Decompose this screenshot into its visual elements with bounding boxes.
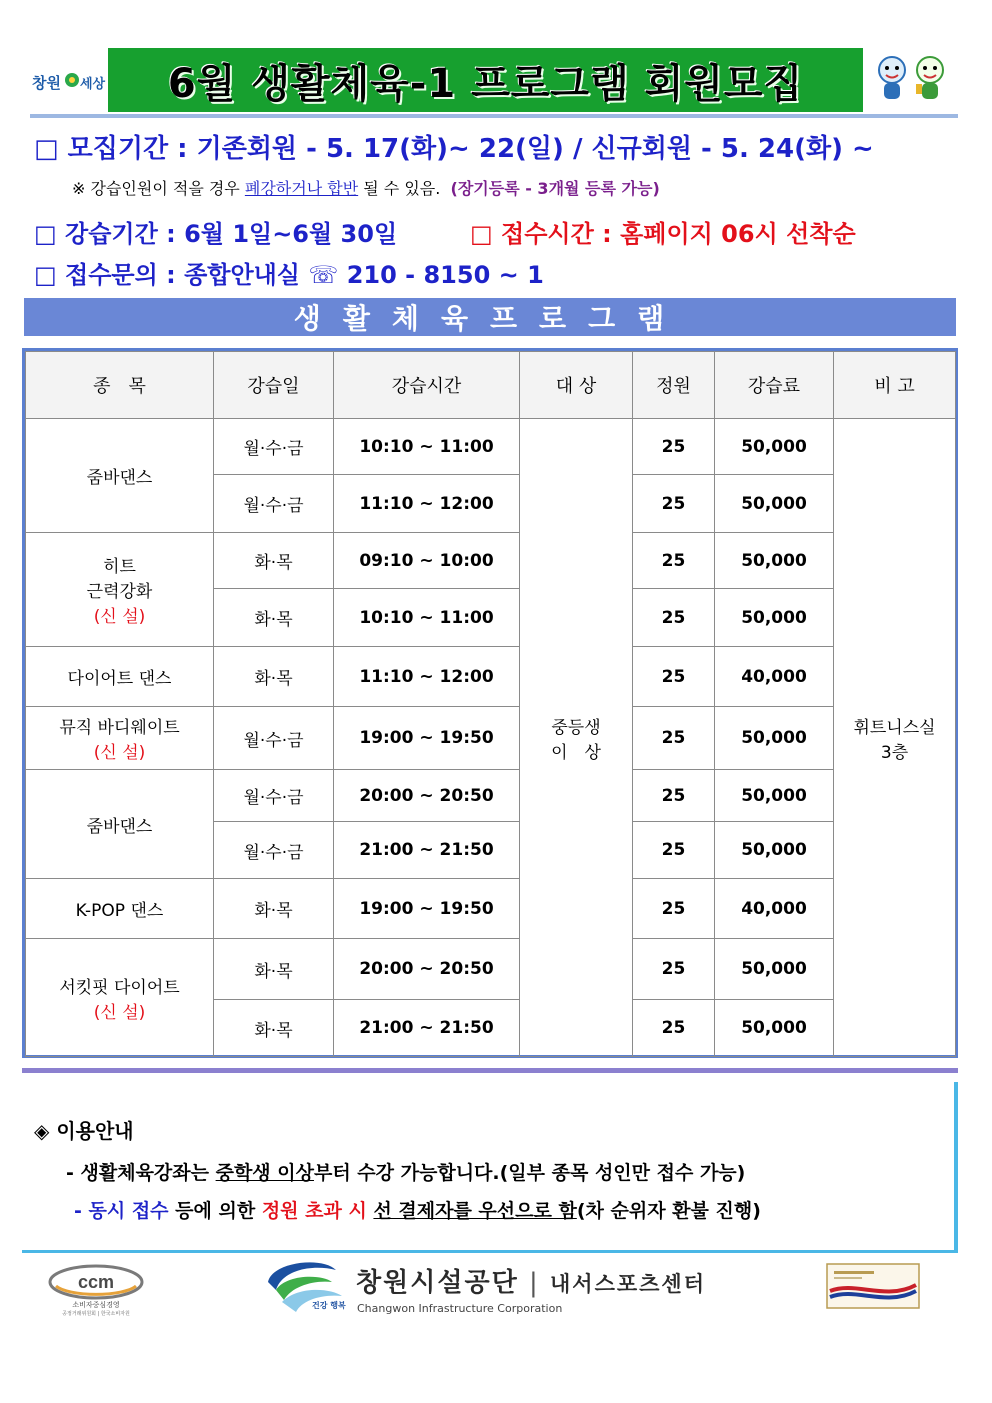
note-cell: 휘트니스실 3층	[834, 419, 956, 1057]
lesson-days-cell: 월·수·금	[214, 475, 334, 533]
lesson-time-cell: 11:10 ~ 12:00	[334, 647, 520, 707]
lesson-time-cell: 21:00 ~ 21:50	[334, 822, 520, 879]
table-row	[26, 939, 956, 1000]
capacity-cell: 25	[633, 647, 715, 707]
fee-cell: 50,000	[715, 533, 834, 589]
capacity-cell: 25	[633, 1000, 715, 1057]
ccm-sub2: 공정거래위원회 | 한국소비자원	[62, 1311, 130, 1317]
lesson-time-cell: 20:00 ~ 20:50	[334, 770, 520, 822]
logo-text-a: 창원	[32, 74, 61, 92]
lesson-days-cell: 화·목	[214, 647, 334, 707]
capacity-cell: 25	[633, 475, 715, 533]
col-header-fee: 강습료	[715, 352, 834, 419]
changwon-corp-logo-icon	[262, 1256, 350, 1318]
col-header-time: 강습시간	[334, 352, 520, 419]
program-table	[22, 348, 958, 1058]
ccm-logo-text: ccm	[77, 1272, 115, 1292]
col-header-note: 비 고	[834, 352, 956, 419]
lesson-time-cell: 11:10 ~ 12:00	[334, 475, 520, 533]
lesson-days-cell: 월·수·금	[214, 822, 334, 879]
capacity-cell: 25	[633, 589, 715, 647]
table-row	[26, 419, 956, 475]
section-title-bar	[24, 298, 956, 336]
cw-english: Changwon Infrastructure Corporation	[357, 1302, 563, 1315]
recruit-period: □ 모집기간 : 기존회원 - 5. 17(화)~ 22(일) / 신규회원 - 5. 24(화) ~	[34, 134, 874, 164]
guide-title: ◈ 이용안내	[34, 1119, 134, 1143]
certification-seal-icon	[826, 1263, 920, 1309]
fee-cell: 50,000	[715, 770, 834, 822]
fee-cell: 50,000	[715, 939, 834, 1000]
guide-line-2-a: - 동시 접수	[74, 1200, 169, 1222]
col-header-target: 대 상	[520, 352, 633, 419]
program-name: 줌바댄스	[86, 816, 153, 837]
lesson-days-cell: 월·수·금	[214, 707, 334, 770]
program-name: K-POP 댄스	[75, 901, 164, 921]
table-row	[26, 533, 956, 589]
lesson-days-cell: 화·목	[214, 589, 334, 647]
capacity-cell: 25	[633, 879, 715, 939]
col-header-program: 종 목	[26, 352, 214, 419]
lesson-days-cell: 화·목	[214, 939, 334, 1000]
cw-center: 내서스포츠센터	[550, 1272, 707, 1296]
guide-line-2	[74, 1196, 761, 1223]
capacity-cell: 25	[633, 419, 715, 475]
guide-line-1-c: 부터 수강 가능합니다.(일부 종목 성인만 접수 가능)	[313, 1162, 746, 1184]
capacity-cell: 25	[633, 770, 715, 822]
capacity-cell: 25	[633, 533, 715, 589]
notice-prefix: ※ 강습인원이 적을 경우	[72, 179, 240, 198]
inquiry-contact: □ 접수문의 : 종합안내실 ☏ 210 - 8150 ~ 1	[34, 261, 544, 289]
long-term-note: (장기등록 - 3개월 등록 가능)	[450, 179, 660, 198]
capacity-cell: 25	[633, 939, 715, 1000]
lesson-time-cell: 19:00 ~ 19:50	[334, 707, 520, 770]
fee-cell: 50,000	[715, 589, 834, 647]
header-underline	[30, 114, 958, 118]
program-name: 뮤직 바디웨이트	[59, 718, 180, 738]
cw-name: 창원시설공단	[356, 1268, 519, 1298]
program-name: 히트 근력강화	[86, 557, 153, 602]
new-program-badge: (신 설)	[93, 607, 146, 627]
program-name: 줌바댄스	[86, 468, 153, 488]
cw-name-line: 창원시설공단 | 내서스포츠센터	[356, 1268, 707, 1298]
guide-line-1	[66, 1158, 745, 1185]
lesson-time-cell: 10:10 ~ 11:00	[334, 419, 520, 475]
col-header-capacity: 정원	[633, 352, 715, 419]
fee-cell: 50,000	[715, 822, 834, 879]
fee-cell: 40,000	[715, 647, 834, 707]
priority-underline: 선 결제자를 우선으로 함	[373, 1200, 577, 1222]
guide-line-1-b: 중학생 이상	[215, 1162, 314, 1184]
program-name-cell	[26, 770, 214, 879]
fee-cell: 50,000	[715, 707, 834, 770]
fee-cell: 50,000	[715, 1000, 834, 1057]
lesson-time-cell: 20:00 ~ 20:50	[334, 939, 520, 1000]
table-row	[26, 647, 956, 707]
table-row	[26, 770, 956, 822]
table-row	[26, 879, 956, 939]
new-program-badge: (신 설)	[93, 1002, 146, 1023]
lesson-days-cell: 월·수·금	[214, 770, 334, 822]
notice-line	[72, 176, 660, 199]
lesson-period: □ 강습기간 : 6월 1일~6월 30일	[34, 220, 398, 248]
guide-line-2-b: 등에 의한	[168, 1200, 262, 1222]
capacity-cell: 25	[633, 822, 715, 879]
program-name-cell	[26, 533, 214, 647]
mascot-icon	[870, 52, 954, 108]
col-header-days: 강습일	[214, 352, 334, 419]
guide-line-2-c: 정원 초과 시	[261, 1200, 367, 1222]
guide-bottom-border	[22, 1250, 958, 1253]
notice-underlined: 폐강하거나 합반	[244, 179, 359, 198]
table-row	[26, 707, 956, 770]
reception-time: □ 접수시간 : 홈페이지 06시 선착순	[470, 220, 856, 248]
lesson-days-cell: 월·수·금	[214, 419, 334, 475]
lesson-time-cell: 19:00 ~ 19:50	[334, 879, 520, 939]
changwon-world-logo	[30, 58, 106, 104]
lesson-days-cell: 화·목	[214, 1000, 334, 1057]
guide-line-1-a: - 생활체육강좌는	[66, 1162, 216, 1184]
target-cell: 중등생 이 상	[520, 419, 633, 1057]
page-title: 6월 생활체육-1 프로그램 회원모집	[167, 60, 804, 107]
page-title-banner	[108, 48, 863, 112]
capacity-cell: 25	[633, 707, 715, 770]
lesson-time-cell: 10:10 ~ 11:00	[334, 589, 520, 647]
lesson-time-cell: 21:00 ~ 21:50	[334, 1000, 520, 1057]
lesson-days-cell: 화·목	[214, 879, 334, 939]
ccm-sub: 소비자중심경영	[72, 1301, 120, 1309]
program-name: 다이어트 댄스	[67, 669, 172, 689]
table-header-row	[26, 352, 956, 419]
guide-side-border	[954, 1082, 958, 1252]
section-title: 생활체육프로그램	[293, 302, 687, 335]
cw-slogan: 건강 행복	[312, 1301, 346, 1310]
fee-cell: 50,000	[715, 475, 834, 533]
ccm-logo	[46, 1264, 146, 1316]
new-program-badge: (신 설)	[93, 743, 146, 763]
fee-cell: 50,000	[715, 419, 834, 475]
lesson-time-cell: 09:10 ~ 10:00	[334, 533, 520, 589]
program-name-cell	[26, 707, 214, 770]
program-name-cell	[26, 939, 214, 1057]
section-divider	[22, 1068, 958, 1073]
notice-suffix: 될 수 있음.	[363, 179, 441, 198]
program-name-cell	[26, 419, 214, 533]
logo-text-b: 세상	[80, 77, 106, 92]
program-name: 서킷핏 다이어트	[59, 977, 180, 998]
fee-cell: 40,000	[715, 879, 834, 939]
lesson-days-cell: 화·목	[214, 533, 334, 589]
program-name-cell	[26, 879, 214, 939]
guide-line-2-d: 선 결제자를 우선으로 함(차 순위자 환불 진행)	[373, 1200, 761, 1222]
program-name-cell	[26, 647, 214, 707]
